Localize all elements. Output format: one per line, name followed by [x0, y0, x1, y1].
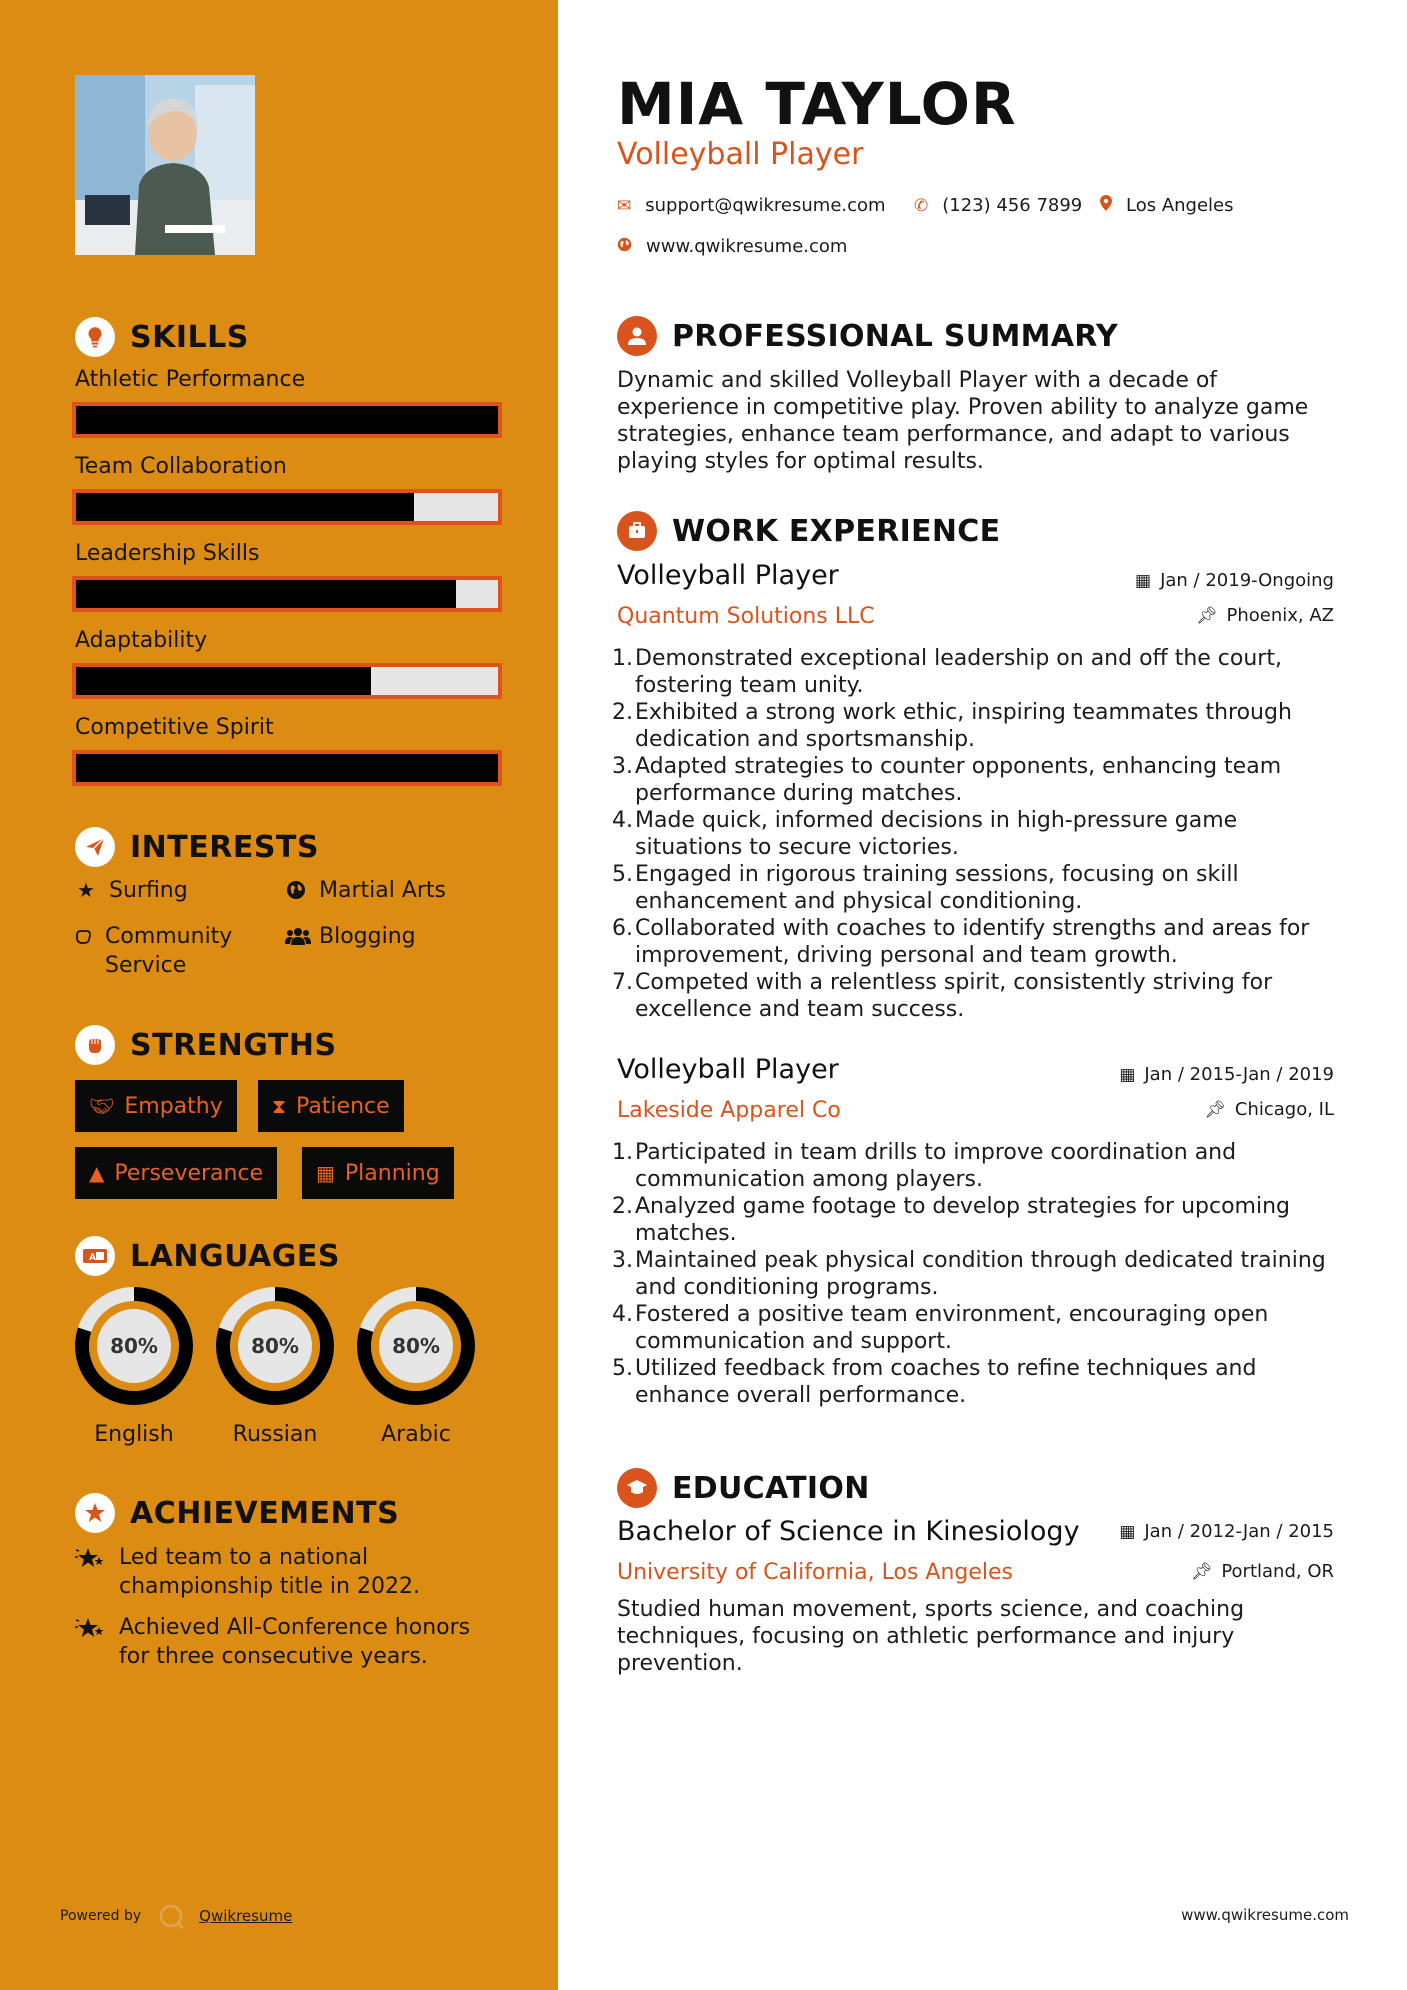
language-percent: 80%	[110, 1334, 158, 1358]
skill-bar	[72, 663, 502, 699]
job-dates-text: Jan / 2019-Ongoing	[1160, 570, 1334, 591]
skill-label: Adaptability	[75, 628, 208, 653]
skill-bar-fill	[76, 406, 498, 434]
bullet-text: Participated in team drills to improve coordination and communication among players.	[635, 1140, 1237, 1192]
phone-icon: ✆	[914, 195, 929, 216]
bullet-text: Exhibited a strong work ethic, inspiring teammates through dedication and sportsmanship.	[635, 700, 1292, 752]
interest-item	[285, 876, 446, 908]
skill-bar-fill	[76, 667, 371, 695]
skills-title: SKILLS	[130, 319, 249, 355]
summary-heading	[617, 316, 1118, 356]
interests-title: INTERESTS	[130, 829, 319, 865]
calendar-icon: ▦	[316, 1161, 335, 1185]
skill-bar	[72, 576, 502, 612]
strengths-heading	[75, 1025, 337, 1065]
contact-email	[617, 195, 886, 216]
users-icon	[285, 922, 307, 954]
strength-label: Planning	[344, 1160, 440, 1186]
calendar-icon: ▦	[1119, 1521, 1136, 1542]
powered-by-label: Powered by	[60, 1908, 142, 1924]
phone-text: (123) 456 7899	[942, 195, 1083, 216]
bullet-text: Utilized feedback from coaches to refine techniques and enhance overall performance.	[635, 1356, 1257, 1408]
languages-heading	[75, 1236, 340, 1276]
job-location-text: Phoenix, AZ	[1226, 605, 1334, 626]
job-location	[1196, 605, 1334, 626]
envelope-icon: ✉	[617, 195, 632, 216]
website-text[interactable]: www.qwikresume.com	[646, 236, 848, 257]
bullet-text: Maintained peak physical condition through dedicated training and conditioning programs.	[635, 1248, 1326, 1300]
job-location	[1204, 1099, 1334, 1120]
skill-bar	[72, 402, 502, 438]
strength-label: Empathy	[124, 1093, 223, 1119]
stars-icon	[75, 1613, 107, 1671]
bullet-item: 3. Maintained peak physical condition through dedicated training and conditioning programs.	[612, 1247, 1342, 1301]
bullet-text: Fostered a positive team environment, encouraging open communication and support.	[635, 1302, 1269, 1354]
summary-title: PROFESSIONAL SUMMARY	[672, 318, 1119, 354]
education-text: Studied human movement, sports science, and coaching techniques, focusing on athletic performance and injury prevention.	[617, 1597, 1245, 1676]
bullet-text: Demonstrated exceptional leadership on and off the court, fostering team unity.	[635, 646, 1282, 698]
education-dates-text: Jan / 2012-Jan / 2015	[1144, 1521, 1334, 1542]
interests-heading	[75, 827, 319, 867]
powered-by	[60, 1902, 292, 1930]
map-pin-icon	[1100, 195, 1112, 216]
lightbulb-icon	[75, 317, 115, 357]
bullet-item: 4. Made quick, informed decisions in high-pressure game situations to secure victories.	[612, 807, 1342, 861]
bullet-item: 4. Fostered a positive team environment, encouraging open communication and support.	[612, 1301, 1342, 1355]
footer-url[interactable]: www.qwikresume.com	[1181, 1906, 1349, 1924]
interest-item	[75, 876, 188, 905]
profile-photo	[75, 75, 255, 255]
language-name: Arabic	[381, 1422, 451, 1447]
education-location-text: Portland, OR	[1221, 1561, 1334, 1582]
bullet-item: 3. Adapted strategies to counter opponents, enhancing team performance during matches.	[612, 753, 1342, 807]
language-item	[354, 1284, 478, 1447]
job-location-text: Chicago, IL	[1234, 1099, 1334, 1120]
job-dates	[1119, 1064, 1334, 1085]
stars-icon	[75, 1543, 107, 1601]
strength-chip	[258, 1080, 404, 1132]
language-name: English	[94, 1422, 174, 1447]
strength-chip	[75, 1080, 237, 1132]
calendar-icon: ▦	[1119, 1064, 1136, 1085]
skill-bar-fill	[76, 493, 414, 521]
job-dates-text: Jan / 2015-Jan / 2019	[1144, 1064, 1334, 1085]
interest-label: Community Service	[105, 924, 233, 978]
language-item	[213, 1284, 337, 1447]
bullet-text: Collaborated with coaches to identify strengths and areas for improvement, driving personal and team growth.	[635, 916, 1310, 968]
road-icon: ▲	[89, 1161, 105, 1185]
interest-label: Martial Arts	[319, 878, 447, 903]
bullet-text: Competed with a relentless spirit, consistently striving for excellence and team success.	[635, 970, 1273, 1022]
skill-label: Competitive Spirit	[75, 715, 274, 740]
bullet-item: 7. Competed with a relentless spirit, consistently striving for excellence and team success.	[612, 969, 1342, 1023]
bullet-item: 5. Utilized feedback from coaches to refine techniques and enhance overall performance.	[612, 1355, 1342, 1409]
svg-text:A: A	[89, 1253, 96, 1263]
skill-bar	[72, 489, 502, 525]
bullet-text: Made quick, informed decisions in high-pressure game situations to secure victories.	[635, 808, 1238, 860]
education-dates	[1119, 1521, 1334, 1542]
bullet-item: 5. Engaged in rigorous training sessions, focusing on skill enhancement and physical conditioning.	[612, 861, 1342, 915]
calendar-icon: ▦	[1135, 570, 1152, 591]
bullet-text: Adapted strategies to counter opponents, enhancing team performance during matches.	[635, 754, 1282, 806]
strength-chip	[302, 1147, 454, 1199]
bullet-text: Engaged in rigorous training sessions, focusing on skill enhancement and physical conditioning.	[635, 862, 1239, 914]
hourglass-icon: ⧗	[272, 1094, 287, 1118]
job-dates	[1135, 570, 1334, 591]
pin-icon: 📌︎	[1204, 1099, 1226, 1120]
candidate-name: MIA TAYLOR	[617, 70, 1017, 138]
degree-title: Bachelor of Science in Kinesiology	[617, 1516, 1080, 1547]
language-item	[72, 1284, 196, 1447]
achievement-item	[75, 1613, 495, 1671]
job-title: Volleyball Player	[617, 1054, 839, 1085]
bullet-item: 2. Exhibited a strong work ethic, inspiring teammates through dedication and sportsmanship.	[612, 699, 1342, 753]
skills-heading	[75, 317, 249, 357]
bullet-item: 2. Analyzed game footage to develop strategies for upcoming matches.	[612, 1193, 1342, 1247]
company-name: Quantum Solutions LLC	[617, 604, 875, 629]
language-icon	[75, 1236, 115, 1276]
experience-title: WORK EXPERIENCE	[672, 513, 1001, 549]
language-percent: 80%	[392, 1334, 440, 1358]
job-title: Volleyball Player	[617, 560, 839, 591]
skill-label: Athletic Performance	[75, 367, 306, 392]
skill-bar-fill	[76, 580, 456, 608]
interest-item	[285, 922, 416, 954]
achievement-text: Led team to a national championship title in 2022.	[119, 1545, 420, 1599]
interest-label: Surfing	[109, 878, 188, 903]
education-heading	[617, 1468, 870, 1508]
job-bullets	[612, 645, 1342, 1023]
strength-label: Patience	[296, 1093, 390, 1119]
achievements-heading	[75, 1493, 399, 1533]
school-name: University of California, Los Angeles	[617, 1560, 1014, 1585]
interest-label: Blogging	[319, 924, 416, 949]
contact-phone	[914, 195, 1082, 216]
language-name: Russian	[232, 1422, 318, 1447]
bullet-item: 1. Demonstrated exceptional leadership on and off the court, fostering team unity.	[612, 645, 1342, 699]
languages-title: LANGUAGES	[130, 1238, 340, 1274]
skill-label: Leadership Skills	[75, 541, 260, 566]
contact-website	[617, 236, 847, 257]
briefcase-icon	[617, 511, 657, 551]
achievement-item	[75, 1543, 495, 1601]
qwikresume-link[interactable]: Qwikresume	[199, 1907, 293, 1925]
contact-location	[1100, 195, 1234, 216]
sidebar	[0, 0, 558, 1990]
company-name: Lakeside Apparel Co	[617, 1098, 841, 1123]
qwikresume-logo-icon	[157, 1902, 185, 1930]
interest-item	[73, 922, 263, 980]
language-percent: 80%	[251, 1334, 299, 1358]
pin-icon: 📌︎	[1195, 605, 1218, 626]
location-text: Los Angeles	[1126, 195, 1234, 216]
job-bullets	[612, 1139, 1342, 1409]
education-location	[1191, 1561, 1334, 1582]
strength-chip	[75, 1147, 277, 1199]
education-title: EDUCATION	[672, 1470, 870, 1506]
candidate-role: Volleyball Player	[617, 137, 864, 172]
globe-icon	[617, 237, 632, 257]
fist-icon	[75, 1025, 115, 1065]
graduation-icon	[617, 1468, 657, 1508]
pin-icon: 📌︎	[1190, 1561, 1213, 1582]
globe-icon	[285, 876, 307, 908]
bullet-item: 1. Participated in team drills to improve coordination and communication among players.	[612, 1139, 1342, 1193]
star-icon: ★	[77, 878, 95, 902]
strength-label: Perseverance	[114, 1160, 264, 1186]
summary-text: Dynamic and skilled Volleyball Player with a decade of experience in competitive play. Proven ability to analyze game strategies, enhance team performance, and adapt to various playing styles for optimal results.	[617, 368, 1309, 474]
handshake-icon: 🤝︎	[89, 1094, 115, 1118]
skill-label: Team Collaboration	[75, 454, 287, 479]
skill-bar	[72, 750, 502, 786]
star-badge-icon	[75, 1493, 115, 1533]
paper-plane-icon	[75, 827, 115, 867]
experience-heading	[617, 511, 1000, 551]
bullet-text: Analyzed game footage to develop strategies for upcoming matches.	[635, 1194, 1290, 1246]
skill-bar-fill	[76, 754, 498, 782]
achievements-title: ACHIEVEMENTS	[130, 1495, 400, 1531]
achievement-text: Achieved All-Conference honors for three consecutive years.	[119, 1615, 471, 1669]
user-icon	[617, 316, 657, 356]
bullet-item: 6. Collaborated with coaches to identify strengths and areas for improvement, driving personal and team growth.	[612, 915, 1342, 969]
strengths-title: STRENGTHS	[130, 1027, 337, 1063]
email-text[interactable]: support@qwikresume.com	[645, 195, 886, 216]
hand-icon	[73, 922, 93, 954]
